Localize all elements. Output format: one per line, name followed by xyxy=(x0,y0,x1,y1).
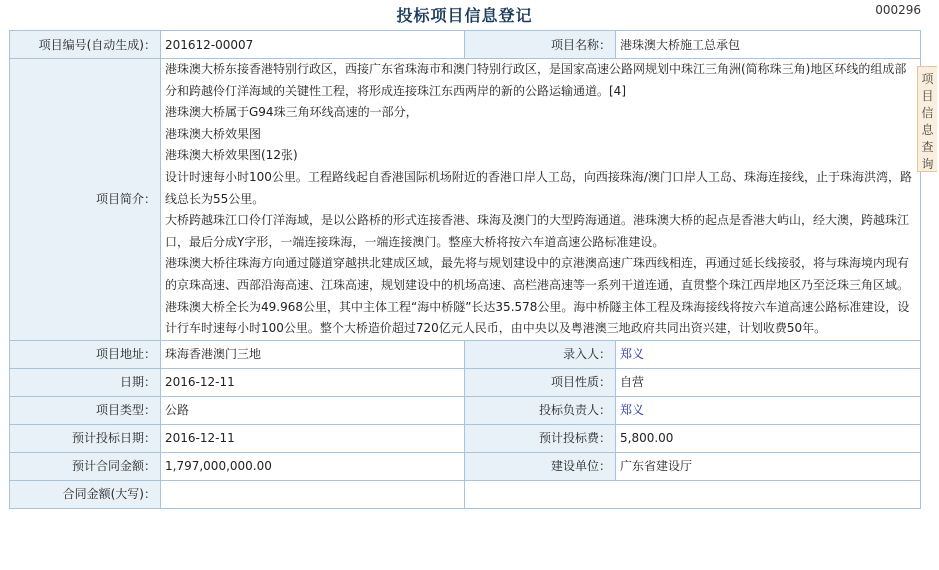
row-date xyxy=(10,368,921,396)
project-code-value: 201612-00007 xyxy=(161,31,465,59)
planned-bid-fee-value: 5,800.00 xyxy=(616,424,921,452)
project-query-tab[interactable]: 项目信息查询 xyxy=(917,66,937,172)
project-name-value: 港珠澳大桥施工总承包 xyxy=(616,31,921,59)
type-value: 公路 xyxy=(161,396,465,424)
planned-bid-date-label: 预计投标日期： xyxy=(10,424,161,452)
bid-manager-label: 投标负责人： xyxy=(465,396,616,424)
planned-contract-amount-label: 预计合同金额： xyxy=(10,452,161,480)
summary-paragraph: 港珠澳大桥效果图 xyxy=(165,126,262,141)
planned-bid-date-value: 2016-12-11 xyxy=(161,424,465,452)
contract-amount-upper-label: 合同金额(大写)： xyxy=(10,480,161,508)
builder-value: 广东省建设厅 xyxy=(616,452,921,480)
summary-paragraph: 大桥跨越珠江口伶仃洋海域，是以公路桥的形式连接香港、珠海及澳门的大型跨海通道。港珠澳大桥的起点是香港大屿山，经大澳，跨越珠江口，最后分成Y字形，一端连接珠海，一端连接澳门。整座大桥将按六车道高速公路标准建设。 xyxy=(165,213,910,249)
summary-paragraph: 港珠澳大桥东接香港特别行政区，西接广东省珠海市和澳门特别行政区，是国家高速公路网规划中珠江三角洲(简称珠三角)地区环线的组成部分和跨越伶仃洋海域的关键性工程，将形成连接珠江东西两岸的新的公路运输通道。[4] xyxy=(165,62,907,98)
summary-paragraph: 设计时速每小时100公里。工程路线起自香港国际机场附近的香港口岸人工岛，向西接珠海/澳门口岸人工岛、珠海连接线，止于珠海洪湾，路线总长为55公里。 xyxy=(165,169,912,206)
summary-paragraph: 港珠澳大桥往珠海方向通过隧道穿越拱北建成区域，最先将与规划建设中的京港澳高速广珠西线相连，再通过延长线接驳，将与珠海境内现有的京珠高速、西部沿海高速、江珠高速，规划建设中的机场高速、高栏港高速等一系列干道连通，直贯整个珠江西岸地区乃至泛珠三角区域。 xyxy=(165,256,910,292)
summary-paragraph: 港珠澳大桥全长为49.968公里，其中主体工程“海中桥隧”长达35.578公里。海中桥隧主体工程及珠海接线将按六车道高速公路标准建设，设计行车时速每小时100公里。整个大桥造价超过720亿元人民币，由中央以及粤港澳三地政府共同出资兴建，计划收费50年。 xyxy=(165,299,910,336)
row-contract xyxy=(10,452,921,480)
type-label: 项目类型： xyxy=(10,396,161,424)
project-code-label: 项目编号(自动生成)： xyxy=(10,31,161,59)
planned-bid-fee-label: 预计投标费： xyxy=(465,424,616,452)
page-title: 投标项目信息登记 xyxy=(396,6,533,25)
project-info-form xyxy=(9,30,921,509)
summary-paragraph: 港珠澳大桥属于G94珠三角环线高速的一部分， xyxy=(165,105,418,120)
summary-label: 项目简介： xyxy=(10,59,161,341)
summary-value xyxy=(161,59,921,341)
planned-contract-amount-value: 1,797,000,000.00 xyxy=(161,452,465,480)
summary-paragraph: 港珠澳大桥效果图(12张) xyxy=(165,148,298,163)
contract-amount-upper-value xyxy=(161,480,465,508)
date-value: 2016-12-11 xyxy=(161,368,465,396)
nature-label: 项目性质： xyxy=(465,368,616,396)
row-summary xyxy=(10,59,921,341)
entered-by-link[interactable]: 郑义 xyxy=(616,340,921,368)
bid-manager-link[interactable]: 郑义 xyxy=(616,396,921,424)
address-value: 珠海香港澳门三地 xyxy=(161,340,465,368)
date-label: 日期： xyxy=(10,368,161,396)
entered-by-label: 录入人： xyxy=(465,340,616,368)
row-address xyxy=(10,340,921,368)
record-number: 000296 xyxy=(875,3,921,17)
empty-cell xyxy=(465,480,921,508)
row-bid xyxy=(10,424,921,452)
builder-label: 建设单位： xyxy=(465,452,616,480)
nature-value: 自营 xyxy=(616,368,921,396)
project-name-label: 项目名称： xyxy=(465,31,616,59)
row-contract-upper xyxy=(10,480,921,508)
row-code-name xyxy=(10,31,921,59)
row-type xyxy=(10,396,921,424)
address-label: 项目地址： xyxy=(10,340,161,368)
